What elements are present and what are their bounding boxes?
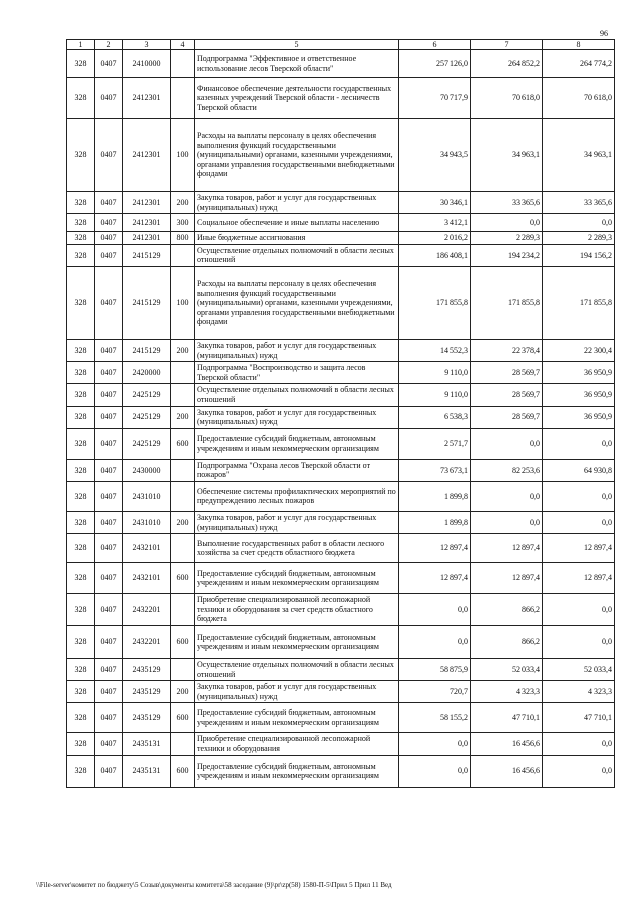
cell-amount-col6: 14 552,3 <box>399 339 471 361</box>
cell-section-code: 0407 <box>95 214 123 232</box>
cell-description: Осуществление отдельных полномочий в области лесных отношений <box>195 384 399 406</box>
cell-admin-code: 328 <box>67 362 95 384</box>
cell-target-code: 2435131 <box>123 733 171 755</box>
table-row <box>67 594 615 626</box>
cell-section-code: 0407 <box>95 192 123 214</box>
cell-target-code: 2412301 <box>123 214 171 232</box>
cell-admin-code: 328 <box>67 384 95 406</box>
cell-section-code: 0407 <box>95 244 123 266</box>
header-cell: 2 <box>95 40 123 50</box>
cell-admin-code: 328 <box>67 481 95 511</box>
cell-section-code: 0407 <box>95 362 123 384</box>
cell-admin-code: 328 <box>67 511 95 533</box>
cell-amount-col7: 2 289,3 <box>471 232 543 245</box>
table-row <box>67 534 615 563</box>
cell-expense-type <box>171 594 195 626</box>
table-row <box>67 563 615 594</box>
cell-section-code: 0407 <box>95 481 123 511</box>
cell-description: Предоставление субсидий бюджетным, автономным учреждениям и иным некоммерческим организациям <box>195 428 399 459</box>
header-cell: 1 <box>67 40 95 50</box>
cell-amount-col8: 22 300,4 <box>543 339 615 361</box>
table-row <box>67 481 615 511</box>
table-row <box>67 459 615 481</box>
cell-amount-col7: 866,2 <box>471 594 543 626</box>
cell-amount-col7: 28 569,7 <box>471 384 543 406</box>
cell-amount-col7: 22 378,4 <box>471 339 543 361</box>
cell-description: Закупка товаров, работ и услуг для государственных (муниципальных) нужд <box>195 511 399 533</box>
cell-amount-col8: 47 710,1 <box>543 703 615 733</box>
table-row <box>67 119 615 192</box>
cell-expense-type <box>171 481 195 511</box>
cell-section-code: 0407 <box>95 459 123 481</box>
table-row <box>67 384 615 406</box>
cell-amount-col8: 12 897,4 <box>543 563 615 594</box>
cell-description: Закупка товаров, работ и услуг для государственных (муниципальных) нужд <box>195 681 399 703</box>
header-cell: 3 <box>123 40 171 50</box>
cell-amount-col7: 70 618,0 <box>471 78 543 119</box>
table-row <box>67 511 615 533</box>
cell-amount-col6: 1 899,8 <box>399 511 471 533</box>
cell-admin-code: 328 <box>67 339 95 361</box>
cell-amount-col8: 194 156,2 <box>543 244 615 266</box>
cell-amount-col6: 2 016,2 <box>399 232 471 245</box>
cell-amount-col6: 171 855,8 <box>399 266 471 339</box>
cell-amount-col7: 0,0 <box>471 214 543 232</box>
cell-expense-type <box>171 534 195 563</box>
cell-amount-col8: 64 930,8 <box>543 459 615 481</box>
cell-amount-col8: 2 289,3 <box>543 232 615 245</box>
cell-amount-col8: 36 950,9 <box>543 384 615 406</box>
cell-section-code: 0407 <box>95 78 123 119</box>
cell-target-code: 2412301 <box>123 232 171 245</box>
cell-amount-col6: 70 717,9 <box>399 78 471 119</box>
cell-admin-code: 328 <box>67 594 95 626</box>
cell-section-code: 0407 <box>95 733 123 755</box>
cell-target-code: 2435131 <box>123 755 171 787</box>
cell-admin-code: 328 <box>67 659 95 681</box>
cell-amount-col6: 58 875,9 <box>399 659 471 681</box>
cell-expense-type: 300 <box>171 214 195 232</box>
cell-description: Подпрограмма "Эффективное и ответственное использование лесов Тверской области" <box>195 50 399 78</box>
cell-amount-col7: 16 456,6 <box>471 733 543 755</box>
cell-amount-col8: 0,0 <box>543 481 615 511</box>
cell-amount-col6: 12 897,4 <box>399 534 471 563</box>
cell-description: Иные бюджетные ассигнования <box>195 232 399 245</box>
cell-section-code: 0407 <box>95 534 123 563</box>
cell-target-code: 2412301 <box>123 78 171 119</box>
table-row <box>67 266 615 339</box>
cell-expense-type <box>171 50 195 78</box>
cell-admin-code: 328 <box>67 626 95 659</box>
cell-target-code: 2435129 <box>123 681 171 703</box>
cell-description: Приобретение специализированной лесопожарной техники и оборудования <box>195 733 399 755</box>
cell-target-code: 2415129 <box>123 339 171 361</box>
cell-admin-code: 328 <box>67 78 95 119</box>
cell-amount-col7: 28 569,7 <box>471 362 543 384</box>
cell-section-code: 0407 <box>95 119 123 192</box>
table-row <box>67 244 615 266</box>
cell-amount-col7: 264 852,2 <box>471 50 543 78</box>
cell-target-code: 2432101 <box>123 534 171 563</box>
cell-admin-code: 328 <box>67 50 95 78</box>
cell-expense-type <box>171 384 195 406</box>
cell-amount-col8: 33 365,6 <box>543 192 615 214</box>
cell-admin-code: 328 <box>67 119 95 192</box>
cell-expense-type: 600 <box>171 428 195 459</box>
cell-expense-type: 600 <box>171 563 195 594</box>
cell-admin-code: 328 <box>67 232 95 245</box>
cell-expense-type <box>171 362 195 384</box>
cell-expense-type: 100 <box>171 266 195 339</box>
cell-expense-type: 200 <box>171 406 195 428</box>
cell-amount-col7: 33 365,6 <box>471 192 543 214</box>
cell-target-code: 2415129 <box>123 266 171 339</box>
cell-amount-col7: 12 897,4 <box>471 534 543 563</box>
cell-target-code: 2412301 <box>123 119 171 192</box>
cell-admin-code: 328 <box>67 733 95 755</box>
cell-admin-code: 328 <box>67 214 95 232</box>
cell-amount-col7: 12 897,4 <box>471 563 543 594</box>
cell-amount-col7: 171 855,8 <box>471 266 543 339</box>
cell-amount-col8: 36 950,9 <box>543 406 615 428</box>
cell-section-code: 0407 <box>95 384 123 406</box>
cell-amount-col6: 73 673,1 <box>399 459 471 481</box>
cell-section-code: 0407 <box>95 50 123 78</box>
cell-amount-col6: 3 412,1 <box>399 214 471 232</box>
cell-amount-col8: 264 774,2 <box>543 50 615 78</box>
table-row <box>67 50 615 78</box>
cell-section-code: 0407 <box>95 266 123 339</box>
table-row <box>67 232 615 245</box>
cell-expense-type <box>171 78 195 119</box>
budget-table <box>66 39 615 788</box>
cell-section-code: 0407 <box>95 232 123 245</box>
cell-amount-col8: 52 033,4 <box>543 659 615 681</box>
cell-description: Обеспечение системы профилактических мероприятий по предупреждению лесных пожаров <box>195 481 399 511</box>
cell-admin-code: 328 <box>67 534 95 563</box>
cell-target-code: 2412301 <box>123 192 171 214</box>
cell-amount-col8: 34 963,1 <box>543 119 615 192</box>
cell-amount-col8: 0,0 <box>543 755 615 787</box>
header-row <box>67 40 615 50</box>
cell-target-code: 2415129 <box>123 244 171 266</box>
cell-expense-type: 200 <box>171 681 195 703</box>
cell-expense-type <box>171 244 195 266</box>
cell-description: Расходы на выплаты персоналу в целях обеспечения выполнения функций государственными (муниципальными) органами, казенными учреждениями, органами управления государственными внебюджетными фондами <box>195 266 399 339</box>
header-cell: 7 <box>471 40 543 50</box>
cell-amount-col6: 2 571,7 <box>399 428 471 459</box>
table-row <box>67 362 615 384</box>
cell-amount-col7: 194 234,2 <box>471 244 543 266</box>
table-row <box>67 703 615 733</box>
cell-amount-col6: 58 155,2 <box>399 703 471 733</box>
cell-expense-type <box>171 459 195 481</box>
cell-amount-col6: 34 943,5 <box>399 119 471 192</box>
cell-amount-col8: 0,0 <box>543 214 615 232</box>
cell-description: Предоставление субсидий бюджетным, автономным учреждениям и иным некоммерческим организациям <box>195 755 399 787</box>
footer-path: \\File-server\комитет по бюджету\5 Созыв\документы комитета\58 заседание (9)\pr\zp(58) 1580-П-5\Прил 5 Прил 11 Вед <box>36 881 392 889</box>
cell-target-code: 2430000 <box>123 459 171 481</box>
cell-description: Осуществление отдельных полномочий в области лесных отношений <box>195 244 399 266</box>
cell-amount-col6: 0,0 <box>399 594 471 626</box>
table-row <box>67 406 615 428</box>
header-cell: 5 <box>195 40 399 50</box>
cell-amount-col8: 0,0 <box>543 733 615 755</box>
cell-amount-col6: 9 110,0 <box>399 384 471 406</box>
cell-section-code: 0407 <box>95 594 123 626</box>
cell-expense-type: 600 <box>171 626 195 659</box>
cell-amount-col7: 16 456,6 <box>471 755 543 787</box>
cell-section-code: 0407 <box>95 511 123 533</box>
table-row <box>67 659 615 681</box>
cell-target-code: 2425129 <box>123 384 171 406</box>
cell-target-code: 2425129 <box>123 406 171 428</box>
cell-amount-col6: 0,0 <box>399 755 471 787</box>
header-cell: 4 <box>171 40 195 50</box>
header-cell: 8 <box>543 40 615 50</box>
table-row <box>67 733 615 755</box>
cell-amount-col7: 866,2 <box>471 626 543 659</box>
cell-description: Социальное обеспечение и иные выплаты населению <box>195 214 399 232</box>
cell-expense-type: 200 <box>171 511 195 533</box>
cell-amount-col6: 6 538,3 <box>399 406 471 428</box>
cell-description: Выполнение государственных работ в области лесного хозяйства за счет средств областного бюджета <box>195 534 399 563</box>
cell-amount-col7: 4 323,3 <box>471 681 543 703</box>
cell-target-code: 2431010 <box>123 511 171 533</box>
cell-admin-code: 328 <box>67 563 95 594</box>
cell-description: Закупка товаров, работ и услуг для государственных (муниципальных) нужд <box>195 406 399 428</box>
cell-section-code: 0407 <box>95 563 123 594</box>
cell-amount-col8: 171 855,8 <box>543 266 615 339</box>
cell-target-code: 2432201 <box>123 626 171 659</box>
cell-target-code: 2435129 <box>123 703 171 733</box>
cell-expense-type <box>171 733 195 755</box>
cell-amount-col6: 12 897,4 <box>399 563 471 594</box>
cell-target-code: 2425129 <box>123 428 171 459</box>
cell-expense-type: 200 <box>171 192 195 214</box>
cell-admin-code: 328 <box>67 406 95 428</box>
cell-section-code: 0407 <box>95 626 123 659</box>
cell-admin-code: 328 <box>67 266 95 339</box>
cell-admin-code: 328 <box>67 459 95 481</box>
cell-description: Осуществление отдельных полномочий в области лесных отношений <box>195 659 399 681</box>
cell-description: Приобретение специализированной лесопожарной техники и оборудования за счет средств областного бюджета <box>195 594 399 626</box>
cell-description: Финансовое обеспечение деятельности государственных казенных учреждений Тверской области - лесничеств Тверской области <box>195 78 399 119</box>
cell-admin-code: 328 <box>67 244 95 266</box>
header-cell: 6 <box>399 40 471 50</box>
cell-description: Подпрограмма "Воспроизводство и защита лесов Тверской области" <box>195 362 399 384</box>
cell-admin-code: 328 <box>67 755 95 787</box>
cell-section-code: 0407 <box>95 406 123 428</box>
cell-amount-col6: 0,0 <box>399 626 471 659</box>
cell-admin-code: 328 <box>67 703 95 733</box>
cell-amount-col8: 70 618,0 <box>543 78 615 119</box>
cell-description: Предоставление субсидий бюджетным, автономным учреждениям и иным некоммерческим организациям <box>195 563 399 594</box>
cell-expense-type <box>171 659 195 681</box>
table-row <box>67 214 615 232</box>
table-row <box>67 626 615 659</box>
cell-amount-col8: 4 323,3 <box>543 681 615 703</box>
cell-target-code: 2431010 <box>123 481 171 511</box>
cell-expense-type: 800 <box>171 232 195 245</box>
cell-amount-col8: 12 897,4 <box>543 534 615 563</box>
cell-description: Расходы на выплаты персоналу в целях обеспечения выполнения функций государственными (муниципальными) органами, казенными учреждениями, органами управления государственными внебюджетными фондами <box>195 119 399 192</box>
table-row <box>67 681 615 703</box>
cell-section-code: 0407 <box>95 703 123 733</box>
cell-target-code: 2432101 <box>123 563 171 594</box>
cell-amount-col6: 257 126,0 <box>399 50 471 78</box>
cell-amount-col8: 0,0 <box>543 511 615 533</box>
cell-amount-col7: 0,0 <box>471 481 543 511</box>
cell-amount-col7: 34 963,1 <box>471 119 543 192</box>
cell-amount-col7: 47 710,1 <box>471 703 543 733</box>
cell-amount-col7: 0,0 <box>471 428 543 459</box>
cell-amount-col6: 0,0 <box>399 733 471 755</box>
cell-target-code: 2410000 <box>123 50 171 78</box>
cell-amount-col6: 9 110,0 <box>399 362 471 384</box>
cell-amount-col6: 720,7 <box>399 681 471 703</box>
cell-section-code: 0407 <box>95 659 123 681</box>
page-number: 96 <box>600 29 608 38</box>
cell-admin-code: 328 <box>67 192 95 214</box>
cell-description: Закупка товаров, работ и услуг для государственных (муниципальных) нужд <box>195 192 399 214</box>
cell-amount-col8: 0,0 <box>543 594 615 626</box>
table-row <box>67 755 615 787</box>
cell-description: Закупка товаров, работ и услуг для государственных (муниципальных) нужд <box>195 339 399 361</box>
cell-amount-col7: 82 253,6 <box>471 459 543 481</box>
cell-amount-col7: 0,0 <box>471 511 543 533</box>
table-row <box>67 192 615 214</box>
cell-section-code: 0407 <box>95 339 123 361</box>
table-body <box>67 50 615 788</box>
cell-section-code: 0407 <box>95 428 123 459</box>
cell-expense-type: 100 <box>171 119 195 192</box>
cell-description: Предоставление субсидий бюджетным, автономным учреждениям и иным некоммерческим организациям <box>195 626 399 659</box>
cell-amount-col7: 28 569,7 <box>471 406 543 428</box>
cell-description: Подпрограмма "Охрана лесов Тверской области от пожаров" <box>195 459 399 481</box>
table-row <box>67 78 615 119</box>
cell-admin-code: 328 <box>67 681 95 703</box>
cell-amount-col6: 186 408,1 <box>399 244 471 266</box>
cell-target-code: 2432201 <box>123 594 171 626</box>
cell-expense-type: 600 <box>171 755 195 787</box>
cell-amount-col8: 0,0 <box>543 428 615 459</box>
cell-expense-type: 200 <box>171 339 195 361</box>
cell-amount-col6: 30 346,1 <box>399 192 471 214</box>
cell-amount-col8: 36 950,9 <box>543 362 615 384</box>
cell-description: Предоставление субсидий бюджетным, автономным учреждениям и иным некоммерческим организациям <box>195 703 399 733</box>
cell-admin-code: 328 <box>67 428 95 459</box>
table-row <box>67 428 615 459</box>
cell-section-code: 0407 <box>95 681 123 703</box>
cell-amount-col8: 0,0 <box>543 626 615 659</box>
cell-amount-col6: 1 899,8 <box>399 481 471 511</box>
cell-expense-type: 600 <box>171 703 195 733</box>
cell-section-code: 0407 <box>95 755 123 787</box>
cell-target-code: 2435129 <box>123 659 171 681</box>
cell-target-code: 2420000 <box>123 362 171 384</box>
table-row <box>67 339 615 361</box>
cell-amount-col7: 52 033,4 <box>471 659 543 681</box>
